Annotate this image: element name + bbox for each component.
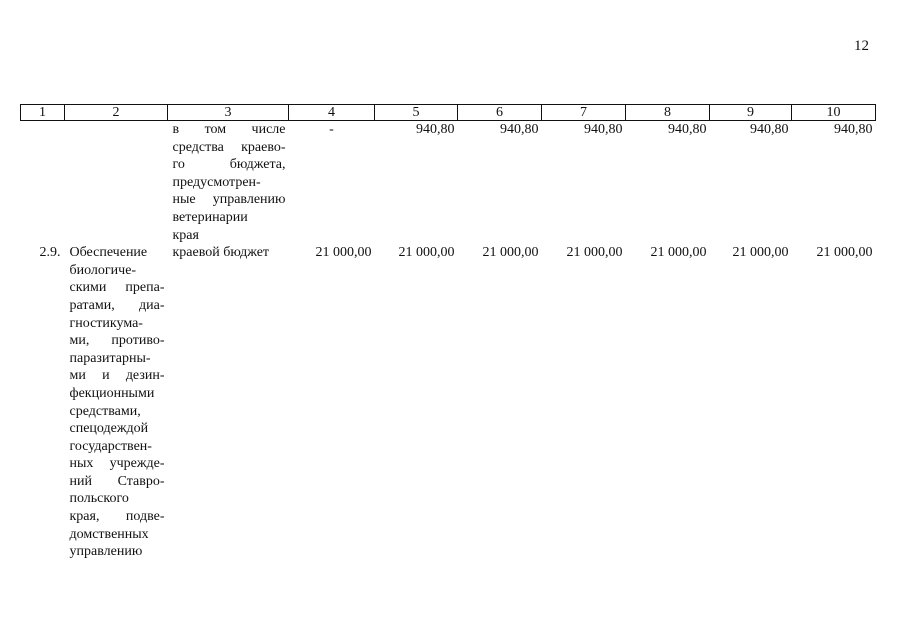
value-cell: 21 000,00: [816, 245, 873, 261]
value-cell: 21 000,00: [732, 245, 789, 261]
text-line: биологиче-: [69, 262, 137, 278]
text-line: края: [172, 227, 199, 243]
column-header: 7: [542, 105, 626, 121]
column-header: 1: [21, 105, 65, 121]
text-line: государствен-: [69, 438, 152, 454]
text-line: спецодеждой: [69, 421, 149, 437]
table-row: [21, 244, 876, 561]
row-name: [65, 121, 168, 245]
row-index: 2.9.: [39, 245, 61, 261]
value-cell: 940,80: [500, 122, 539, 137]
text-line: ные управлению: [172, 192, 286, 208]
column-header: 2: [65, 105, 168, 121]
row-name: [65, 244, 168, 561]
value-cell: 21 000,00: [315, 245, 372, 261]
text-line: го бюджета,: [172, 157, 286, 173]
value-cell: 940,80: [584, 122, 623, 137]
column-number-header-row: [21, 105, 876, 121]
text-line: ратами, диа-: [69, 297, 165, 313]
column-header: 9: [710, 105, 792, 121]
value-cell: 21 000,00: [650, 245, 707, 261]
text-line: ветеринарии: [172, 209, 248, 225]
column-header: 4: [289, 105, 375, 121]
value-cell: 940,80: [834, 122, 873, 137]
row-index: [21, 121, 65, 245]
text-line: ми, противо-: [69, 333, 165, 349]
text-line: средства краево-: [172, 139, 286, 155]
column-header: 8: [626, 105, 710, 121]
text-line: предусмотрен-: [172, 174, 261, 190]
text-line: скими препа-: [69, 280, 165, 296]
value-cell: 940,80: [750, 122, 789, 137]
text-line: края, подве-: [69, 509, 165, 525]
value-cell: 21 000,00: [482, 245, 539, 261]
text-line: управлению: [69, 544, 143, 560]
column-header: 6: [458, 105, 542, 121]
text-line: польского: [69, 491, 129, 507]
row-funding-source: [168, 121, 289, 245]
column-header: 5: [375, 105, 458, 121]
value-cell: 21 000,00: [398, 245, 455, 261]
value-cell: 940,80: [416, 122, 455, 137]
text-line: средствами,: [69, 403, 141, 419]
text-line: в том числе: [172, 122, 286, 137]
value-cell: 21 000,00: [566, 245, 623, 261]
row-funding-source: [168, 244, 289, 561]
table-row: [21, 121, 876, 245]
text-line: домственных: [69, 526, 149, 542]
budget-table: [20, 104, 876, 561]
text-line: фекционными: [69, 385, 155, 401]
value-cell: -: [329, 122, 334, 137]
text-line: Обеспечение: [69, 245, 148, 261]
page-number: 12: [854, 38, 869, 54]
text-line: ных учрежде-: [69, 456, 165, 472]
value-cell: 940,80: [668, 122, 707, 137]
text-line: гностикума-: [69, 315, 143, 331]
text-line: краевой бюджет: [172, 245, 270, 261]
column-header: 3: [168, 105, 289, 121]
text-line: ми и дезин-: [69, 368, 165, 384]
text-line: ний Ставро-: [69, 473, 165, 489]
text-line: паразитарны-: [69, 350, 151, 366]
column-header: 10: [792, 105, 876, 121]
